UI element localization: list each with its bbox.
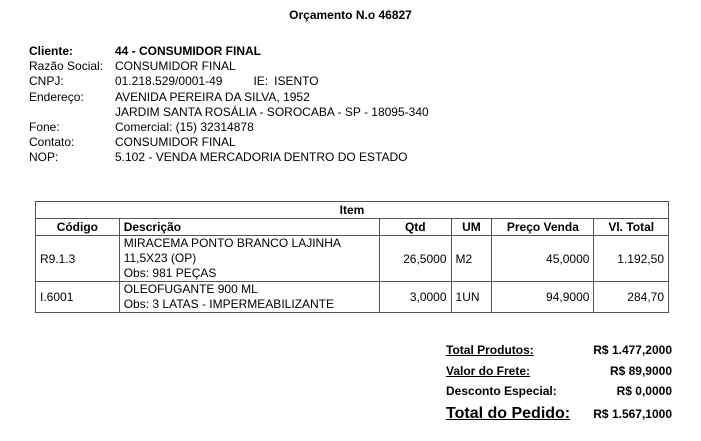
fone-label: Fone: xyxy=(29,119,60,134)
totals-block xyxy=(446,343,672,423)
ie-label: IE: xyxy=(253,74,269,89)
nop-value: 5.102 - VENDA MERCADORIA DENTRO DO ESTADO xyxy=(115,150,408,165)
valor-frete-value: R$ 89,9000 xyxy=(609,364,672,378)
header-descricao: Descrição xyxy=(119,219,379,236)
desc-line: 11,5X23 (OP) xyxy=(123,251,197,265)
cell-um: M2 xyxy=(451,236,492,282)
cell-descricao xyxy=(119,282,379,313)
endereco-label: Endereço: xyxy=(29,89,84,104)
fone-value: Comercial: (15) 32314878 xyxy=(115,119,254,134)
cliente-row xyxy=(29,44,429,59)
header-vl-total: Vl. Total xyxy=(594,219,669,236)
nop-label: NOP: xyxy=(29,150,59,165)
items-table xyxy=(35,201,669,313)
cell-qtd: 3,0000 xyxy=(380,282,451,313)
razao-row xyxy=(29,59,429,74)
cnpj-label: CNPJ: xyxy=(29,74,64,89)
razao-value: CONSUMIDOR FINAL xyxy=(115,59,236,74)
contato-label: Contato: xyxy=(29,135,75,150)
header-preco: Preço Venda xyxy=(492,219,594,236)
valor-frete-label: Valor do Frete: xyxy=(446,364,531,378)
endereco-line1: AVENIDA PEREIRA DA SILVA, 1952 xyxy=(115,89,310,104)
header-um: UM xyxy=(451,219,492,236)
cell-vl-total: 284,70 xyxy=(594,282,669,313)
valor-frete-row xyxy=(446,364,672,384)
ie-value: ISENTO xyxy=(274,74,319,89)
client-info xyxy=(29,44,429,166)
cell-um: 1UN xyxy=(451,282,492,313)
cnpj-value: 01.218.529/0001-49 xyxy=(115,74,223,89)
total-pedido-value: R$ 1.567,1000 xyxy=(593,407,672,421)
header-codigo: Código xyxy=(36,219,120,236)
razao-label: Razão Social: xyxy=(29,59,104,74)
page-title: Orçamento N.o 46827 xyxy=(289,8,412,22)
cell-descricao xyxy=(119,236,379,282)
total-pedido-row xyxy=(446,405,672,423)
cell-codigo: I.6001 xyxy=(36,282,120,313)
contato-row xyxy=(29,135,429,150)
total-produtos-value: R$ 1.477,2000 xyxy=(593,343,672,357)
endereco-line2: JARDIM SANTA ROSÁLIA - SOROCABA - SP - 18095-340 xyxy=(115,104,429,119)
total-produtos-label: Total Produtos: xyxy=(446,343,534,357)
cnpj-row xyxy=(29,74,429,89)
contato-value: CONSUMIDOR FINAL xyxy=(115,135,236,150)
desc-line: Obs: 3 LATAS - IMPERMEABILIZANTE xyxy=(123,297,334,311)
header-qtd: Qtd xyxy=(380,219,451,236)
total-produtos-row xyxy=(446,343,672,364)
cliente-label: Cliente: xyxy=(29,44,74,58)
total-pedido-label: Total do Pedido: xyxy=(446,405,571,422)
cliente-value: 44 - CONSUMIDOR FINAL xyxy=(115,44,262,58)
desc-line: OLEOFUGANTE 900 ML xyxy=(123,282,258,296)
desconto-label: Desconto Especial: xyxy=(446,384,557,398)
cell-codigo: R9.1.3 xyxy=(36,236,120,282)
desconto-value: R$ 0,0000 xyxy=(616,384,672,398)
item-group-header: Item xyxy=(36,202,669,219)
endereco-row-2 xyxy=(29,105,429,120)
cell-qtd: 26,5000 xyxy=(380,236,451,282)
desc-line: MIRACEMA PONTO BRANCO LAJINHA xyxy=(123,236,341,250)
desc-line: Obs: 981 PEÇAS xyxy=(123,266,217,280)
cell-vl-total: 1.192,50 xyxy=(594,236,669,282)
table-row xyxy=(36,236,669,282)
cell-preco: 94,9000 xyxy=(492,282,594,313)
table-header-row xyxy=(36,219,669,236)
desconto-row xyxy=(446,384,672,405)
fone-row xyxy=(29,120,429,135)
table-row xyxy=(36,282,669,313)
endereco-row xyxy=(29,90,429,105)
cell-preco: 45,0000 xyxy=(492,236,594,282)
nop-row xyxy=(29,150,429,165)
